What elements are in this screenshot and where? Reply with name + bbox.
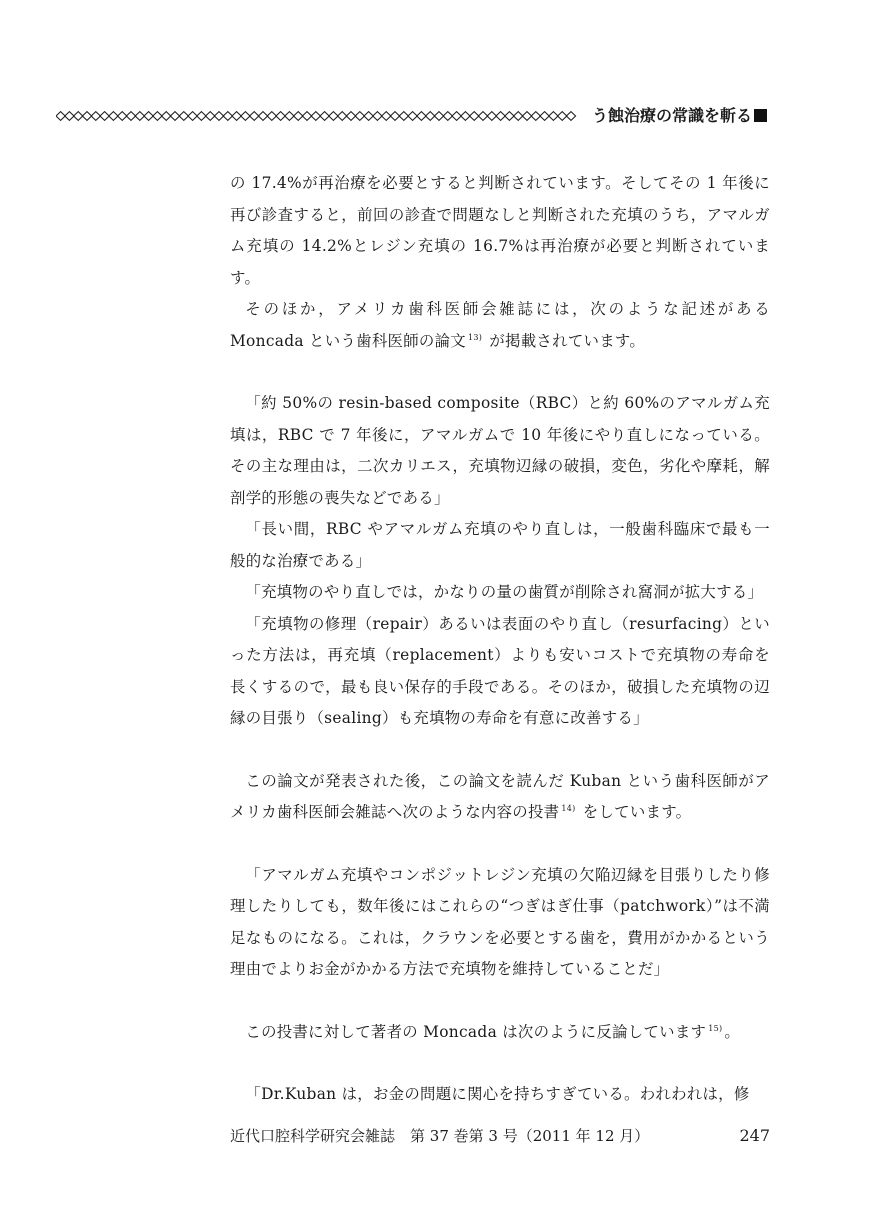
page-number: 247 <box>739 1126 770 1145</box>
paragraph-2-text: そのほか，アメリカ歯科医師会雑誌には，次のような記述がある Moncada という歯科医師の論文 <box>230 300 770 350</box>
quote-6: 「Dr.Kuban は，お金の問題に関心を持ちすぎている。われわれは，修 <box>245 1085 750 1103</box>
quote-3: 「充填物のやり直しでは，かなりの量の歯質が削除され窩洞が拡大する」 <box>245 583 764 601</box>
paragraph-4 <box>230 1017 770 1049</box>
reference-14: 14) <box>561 804 576 813</box>
diamond-ornament-rule <box>56 110 584 122</box>
running-header <box>56 104 836 128</box>
paragraph-4-text: この投書に対して著者の Moncada は次のように反論しています <box>245 1022 707 1041</box>
page-footer <box>230 1124 770 1148</box>
reference-15: 15) <box>708 1023 723 1033</box>
paragraph-1: の 17.4%が再治療を必要とすると判断されています。そしてその 1 年後に再び診査すると，前回の診査で問題なしと判断された充填のうち，アマルガム充填の 14.2%とレジン充填の 16.7%は再治療が必要と判断されています。 <box>230 174 770 287</box>
quote-1: 「約 50%の resin-based composite（RBC）と約 60%のアマルガム充填は，RBC で 7 年後に，アマルガムで 10 年後にやり直しになっている。その主な理由は，二次カリエス，充填物辺縁の破損，変色，劣化や摩耗，解剖学的形態の喪失などである」 <box>230 394 770 507</box>
body-text <box>230 168 770 1111</box>
quote-4: 「充填物の修理（repair）あるいは表面のやり直し（resurfacing）といった方法は，再充填（replacement）よりも安いコストで充填物の寿命を長くするので，最も良い保存的手段である。そのほか，破損した充填物の辺縁の目張り（sealing）も充填物の寿命を有意に改善する」 <box>230 614 770 727</box>
paragraph-2-tail: が掲載されています。 <box>484 331 646 350</box>
paragraph-3-text: この論文が発表された後，この論文を読んだ Kuban という歯科医師がアメリカ歯科医師会雑誌へ次のような内容の投書 <box>230 771 770 821</box>
paragraph-3-tail: をしています。 <box>577 803 692 821</box>
paragraph-2 <box>230 294 770 357</box>
reference-13: 13) <box>467 332 483 342</box>
black-square-icon <box>754 109 767 122</box>
running-title-text: う蝕治療の常識を斬る <box>592 106 753 125</box>
running-title <box>592 104 836 128</box>
quote-2: 「長い間，RBC やアマルガム充填のやり直しは，一般歯科臨床で最も一般的な治療である」 <box>230 520 770 570</box>
quote-5: 「アマルガム充填やコンポジットレジン充填の欠陥辺縁を目張りしたり修理したりしても，数年後にはこれらの“つぎはぎ仕事（patchwork）”は不満足なものになる。これは，クラウンを必要とする歯を，費用がかかるという理由でよりお金がかかる方法で充填物を維持していることだ」 <box>230 865 770 978</box>
journal-citation: 近代口腔科学研究会雑誌 第 37 巻第 3 号（2011 年 12 月） <box>230 1127 650 1145</box>
paragraph-4-tail: 。 <box>724 1022 741 1041</box>
paragraph-3 <box>230 766 770 829</box>
